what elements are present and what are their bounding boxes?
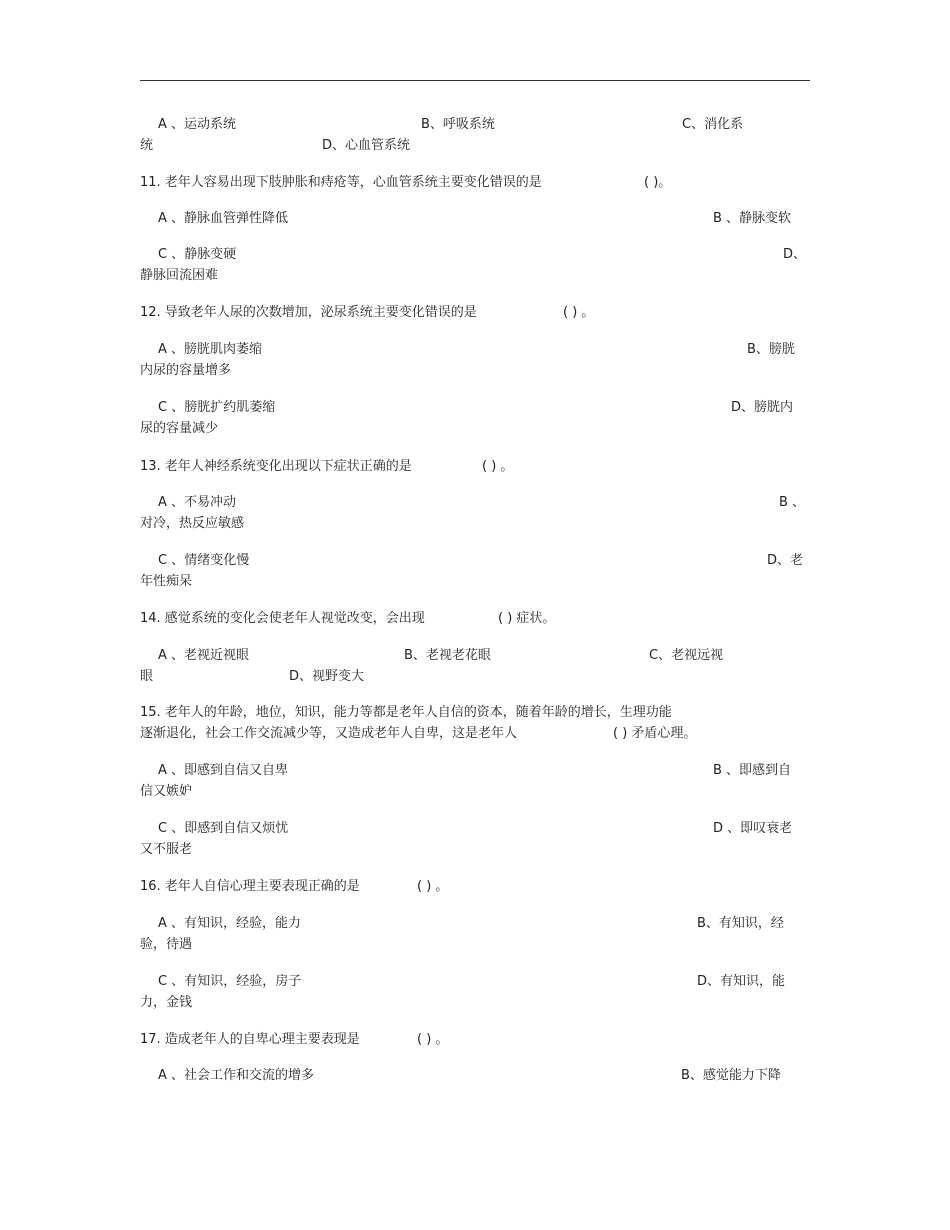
q13-option-d-wrap: 年性痴呆 [140,574,193,589]
q13-stem: 13. 老年人神经系统变化出现以下症状正确的是 [140,459,412,474]
q11-option-a: A 、静脉血管弹性降低 [158,211,289,226]
q12-option-d-wrap: 尿的容量减少 [140,421,219,436]
q13-option-a: A 、不易冲动 [158,495,237,510]
q10-option-c-wrap: 统 [140,138,154,153]
q12-option-b: B、膀胱 [747,342,795,357]
q11-option-d: D、 [783,247,807,262]
q14-option-d: D、视野变大 [289,669,365,684]
q10-option-b: B、呼吸系统 [421,117,495,132]
q14-option-b: B、老视老花眼 [404,648,491,663]
q15-option-d-wrap: 又不服老 [140,842,193,857]
q14-option-a: A 、老视近视眼 [158,648,250,663]
q16-option-b: B、有知识，经 [697,916,784,931]
header-rule [140,80,810,81]
q17-answer-blank: ( ) 。 [417,1032,449,1047]
q12-option-c: C 、膀胱扩约肌萎缩 [158,400,276,415]
q16-stem: 16. 老年人自信心理主要表现正确的是 [140,879,360,894]
q17-option-b: B、感觉能力下降 [681,1068,781,1083]
q12-stem: 12. 导致老年人尿的次数增加，泌尿系统主要变化错误的是 [140,305,477,320]
q11-option-c: C 、静脉变硬 [158,247,237,262]
q14-option-c: C、老视远视 [649,648,724,663]
q11-option-b: B 、静脉变软 [713,211,792,226]
q12-option-a: A 、膀胱肌肉萎缩 [158,342,263,357]
q16-option-d-wrap: 力，金钱 [140,995,193,1010]
q15-option-b-wrap: 信又嫉妒 [140,784,193,799]
q11-answer-blank: ( )。 [644,175,672,190]
q13-option-b: B 、 [779,495,806,510]
q11-option-d-wrap: 静脉回流困难 [140,268,219,283]
q13-option-c: C 、情绪变化慢 [158,553,250,568]
q14-option-c-wrap: 眼 [140,669,154,684]
q16-option-a: A 、有知识，经验，能力 [158,916,302,931]
q16-answer-blank: ( ) 。 [417,879,449,894]
q16-option-c: C 、有知识，经验，房子 [158,974,302,989]
q10-option-a: A 、运动系统 [158,117,237,132]
q16-option-d: D、有知识，能 [697,974,786,989]
q13-option-d: D、老 [767,553,804,568]
q13-answer-blank: ( ) 。 [482,459,514,474]
q15-option-a: A 、即感到自信又自卑 [158,763,289,778]
q17-stem: 17. 造成老年人的自卑心理主要表现是 [140,1032,360,1047]
q16-option-b-wrap: 验，待遇 [140,937,193,952]
q15-option-c: C 、即感到自信又烦忧 [158,821,289,836]
q15-stem-line1: 15. 老年人的年龄，地位，知识，能力等都是老年人自信的资本，随着年龄的增长，生理功能 [140,705,672,720]
q15-stem-line2: 逐渐退化，社会工作交流减少等，又造成老年人自卑，这是老年人 [140,726,518,741]
q13-option-b-wrap: 对冷，热反应敏感 [140,516,245,531]
q10-option-d: D、心血管系统 [322,138,411,153]
q12-option-b-wrap: 内尿的容量增多 [140,363,232,378]
q14-stem: 14. 感觉系统的变化会使老年人视觉改变，会出现 [140,611,425,626]
q17-option-a: A 、社会工作和交流的增多 [158,1068,315,1083]
q11-stem: 11. 老年人容易出现下肢肿胀和痔疮等，心血管系统主要变化错误的是 [140,175,542,190]
q12-option-d: D、膀胱内 [731,400,794,415]
q15-answer-blank: ( ) 矛盾心理。 [613,726,697,741]
q14-answer-blank: ( ) 症状。 [498,611,556,626]
q15-option-b: B 、即感到自 [713,763,792,778]
q10-option-c: C、消化系 [682,117,744,132]
q12-answer-blank: ( ) 。 [563,305,595,320]
q15-option-d: D 、即叹衰老 [713,821,793,836]
